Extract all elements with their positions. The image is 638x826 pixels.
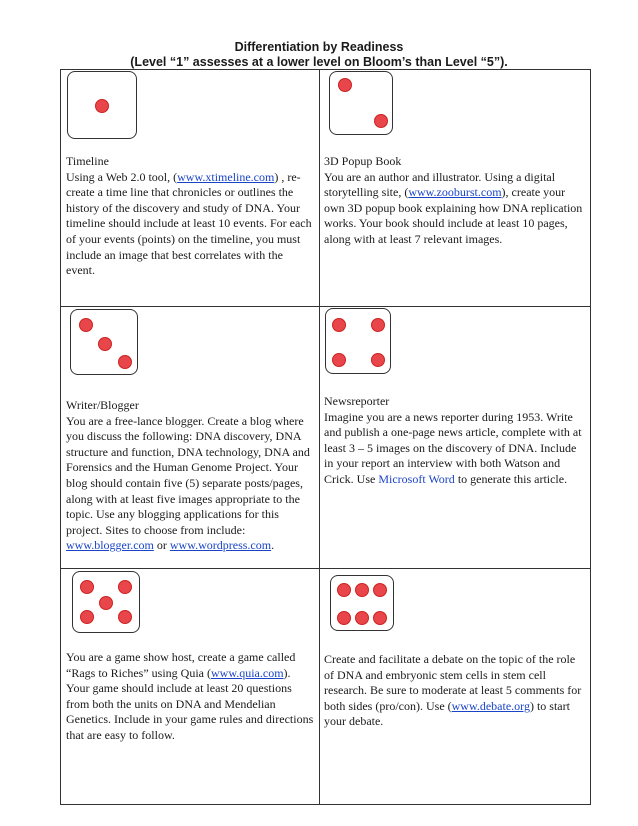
die-pip (98, 337, 112, 351)
page-subtitle: (Level “1” assesses at a lower level on Bloom’s than Level “5”). (130, 55, 508, 69)
die-pip (332, 318, 346, 332)
die-pip (337, 611, 351, 625)
blogger-link[interactable]: www.blogger.com (66, 538, 154, 553)
die-pip (118, 610, 132, 624)
blogger-title: Writer/Blogger (66, 398, 139, 412)
die-pip (80, 610, 94, 624)
die-five-icon (72, 571, 140, 633)
die-pip (374, 114, 388, 128)
zooburst-link[interactable]: www.zooburst.com (408, 185, 502, 200)
blogger-description: You are a free-lance blogger. Create a blog where you discuss the following: DNA discovery, DNA structure and function, DNA technology, DNA and Forensics and the Human Genome Project. Your blog should contain five (5) separate posts/pages, along with at least five images appropriate to the topic. Use any blogging applications for this project. Sites to choose from include: www.blogger.com or www.wordpress.com. (66, 413, 310, 553)
die-three-icon (70, 309, 138, 375)
die-pip (373, 583, 387, 597)
die-six-icon (330, 575, 394, 631)
die-four-icon (325, 308, 391, 374)
die-pip (332, 353, 346, 367)
timeline-cell (66, 154, 312, 279)
die-pip (371, 318, 385, 332)
grid-divider-row-1 (60, 306, 591, 307)
die-pip (371, 353, 385, 367)
debate-link[interactable]: www.debate.org (451, 698, 530, 713)
die-pip (79, 318, 93, 332)
grid-divider-row-2 (60, 568, 591, 569)
popup-book-title: 3D Popup Book (324, 154, 402, 168)
die-pip (118, 355, 132, 369)
gameshow-cell (66, 650, 314, 744)
timeline-title: Timeline (66, 154, 109, 168)
popup-book-description: You are an author and illustrator. Using a digital storytelling site, (www.zooburst.com), create your own 3D popup book explaining how DNA replication works. Your book should include at least 10 pages, along with at least 7 relevant images. (324, 169, 583, 246)
die-pip (373, 611, 387, 625)
debate-cell (324, 652, 588, 730)
newsreporter-description: Imagine you are a news reporter during 1953. Write and publish a one-page news article, complete with at least 3 – 5 images on the discovery of DNA. Include in your report an interview with both Watson and Crick. Use Microsoft Word to generate this article. (324, 409, 582, 486)
microsoft-word-text: Microsoft Word (378, 471, 455, 486)
timeline-description: Using a Web 2.0 tool, (www.xtimeline.com) , re-create a time line that chronicles or outlines the history of the discovery and study of DNA. Your timeline should include at least 10 events. For each of your events (points) on the timeline, you must include an image that best correlates with the event. (66, 169, 312, 278)
xtimeline-link[interactable]: www.xtimeline.com (177, 169, 275, 184)
newsreporter-title: Newsreporter (324, 394, 390, 408)
die-pip (337, 583, 351, 597)
newsreporter-cell (324, 394, 586, 488)
popup-book-cell (324, 154, 586, 248)
die-one-icon (67, 71, 137, 139)
die-pip (355, 583, 369, 597)
debate-description: Create and facilitate a debate on the topic of the role of DNA and embryonic stem cells in stem cell research. Be sure to moderate at least 5 comments for both sides (pro/con). Use (www.debate.org) to start your debate. (324, 652, 582, 729)
die-pip (355, 611, 369, 625)
wordpress-link[interactable]: www.wordpress.com (169, 538, 272, 553)
die-pip (95, 99, 109, 113)
quia-link[interactable]: www.quia.com (210, 665, 284, 680)
blogger-cell (66, 398, 314, 554)
die-pip (80, 580, 94, 594)
grid-divider-vertical (319, 69, 320, 805)
page-title: Differentiation by Readiness (234, 40, 404, 54)
gameshow-description: You are a game show host, create a game called “Rags to Riches” using Quia (www.quia.com). Your game should include at least 20 questions from both the units on DNA and Mendelian Genetics. Include in your game rules and directions that are easy to follow. (66, 650, 314, 742)
die-pip (118, 580, 132, 594)
die-pip (99, 596, 113, 610)
die-pip (338, 78, 352, 92)
die-two-icon (329, 71, 393, 135)
